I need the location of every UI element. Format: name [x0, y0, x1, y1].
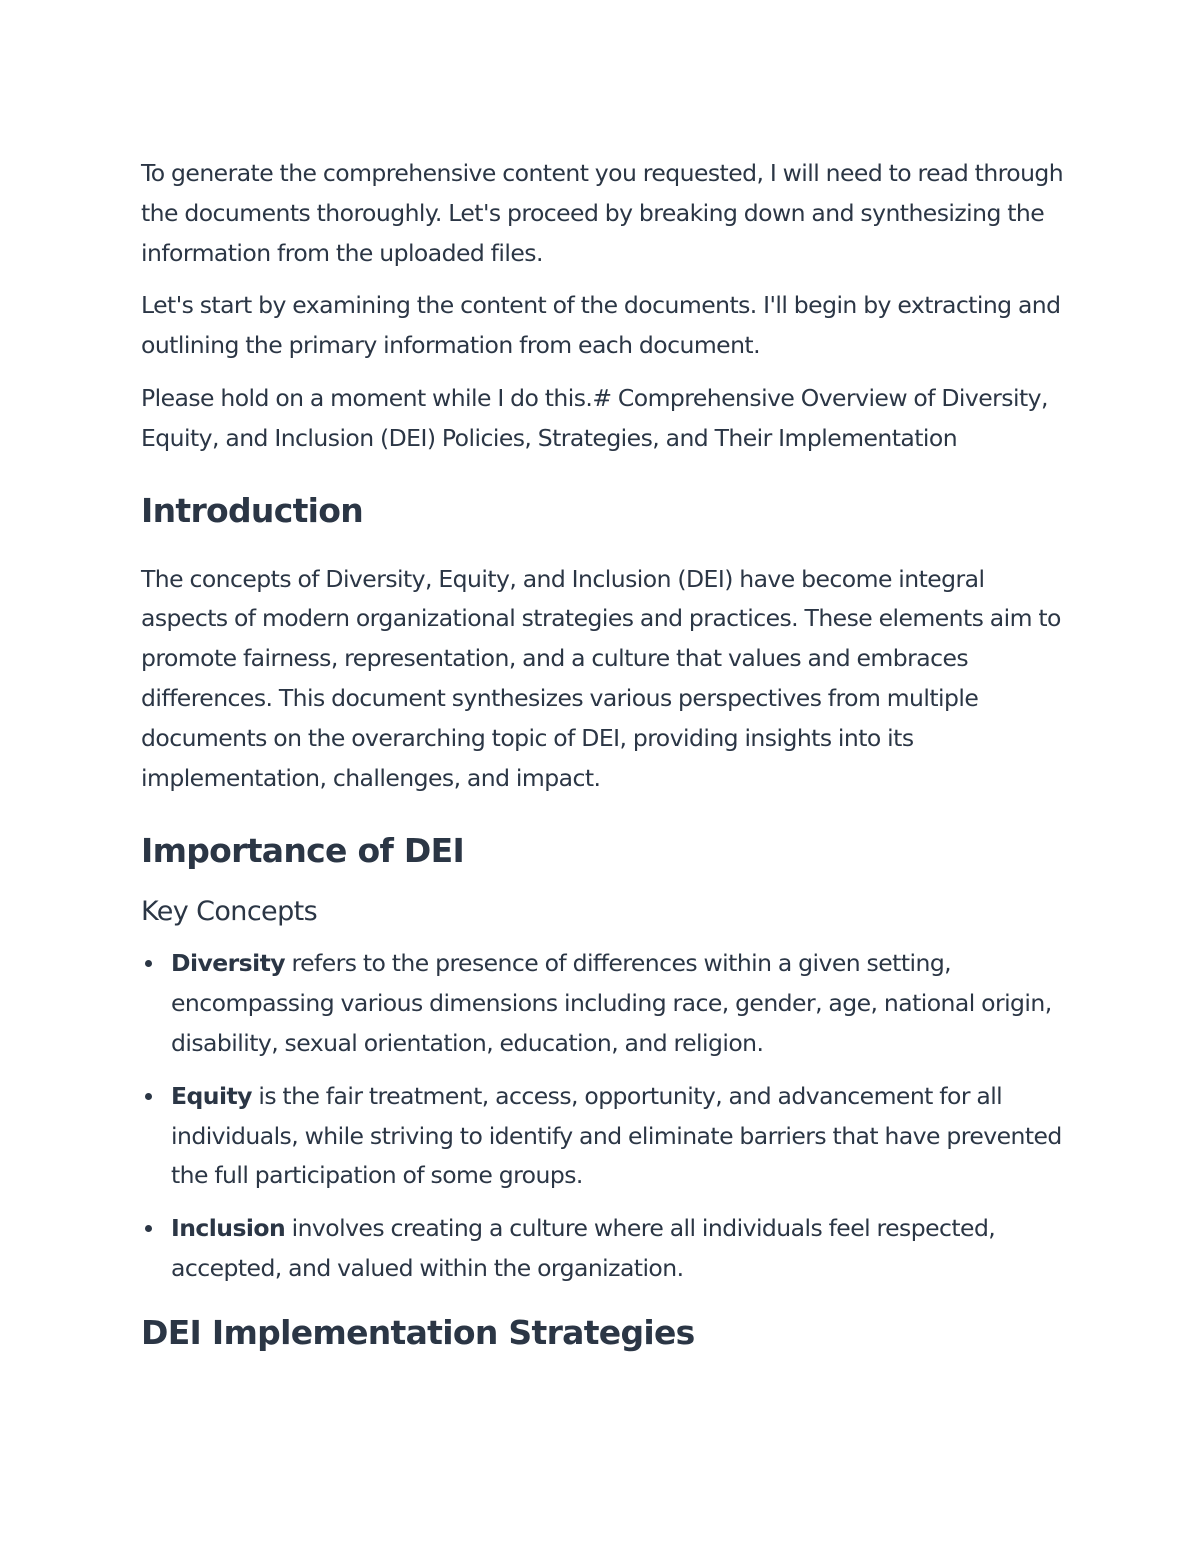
bullet-icon — [145, 1225, 152, 1232]
bullet-icon — [145, 960, 152, 967]
implementation-heading: DEI Implementation Strategies — [141, 1312, 695, 1352]
importance-heading: Importance of DEI — [141, 831, 465, 871]
concept-term: Diversity — [171, 949, 286, 978]
bullet-icon — [145, 1093, 152, 1100]
concept-definition: involves creating a culture where all individuals feel respected, accepted, and valued within the organization. — [171, 1214, 996, 1282]
introduction-paragraph: The concepts of Diversity, Equity, and Inclusion (DEI) have become integral aspects of modern organizational strategies and practices. These elements aim to promote fairness, representation, and a culture that values and embraces differences. This document synthesizes various perspectives from multiple documents on the overarching topic of DEI, providing insights into its implementation, challenges, and impact. — [141, 564, 1061, 792]
concept-definition: is the fair treatment, access, opportunity, and advancement for all individuals, while striving to identify and eliminate barriers that have prevented the full participation of some groups. — [171, 1081, 1062, 1190]
intro-paragraph: Please hold on a moment while I do this.# Comprehensive Overview of Diversity, Equity, and Inclusion (DEI) Policies, Strategies, and Their Implementation — [141, 383, 1048, 452]
list-item — [141, 944, 1070, 1063]
introduction-heading: Introduction — [141, 490, 364, 530]
list-item — [141, 1077, 1070, 1196]
concept-term: Equity — [171, 1081, 252, 1110]
intro-paragraph: Let's start by examining the content of the documents. I'll begin by extracting and outlining the primary information from each document. — [141, 291, 1061, 360]
concept-term: Inclusion — [171, 1214, 286, 1243]
key-concepts-subheading: Key Concepts — [141, 896, 318, 928]
key-concepts-list — [141, 944, 1070, 1288]
concept-definition: refers to the presence of differences within a given setting, encompassing various dimensions including race, gender, age, national origin, disability, sexual orientation, education, and religion. — [171, 949, 1052, 1057]
intro-paragraph: To generate the comprehensive content you requested, I will need to read through the documents thoroughly. Let's proceed by breaking down and synthesizing the information from the uploaded files. — [141, 159, 1064, 267]
list-item — [141, 1209, 1070, 1289]
